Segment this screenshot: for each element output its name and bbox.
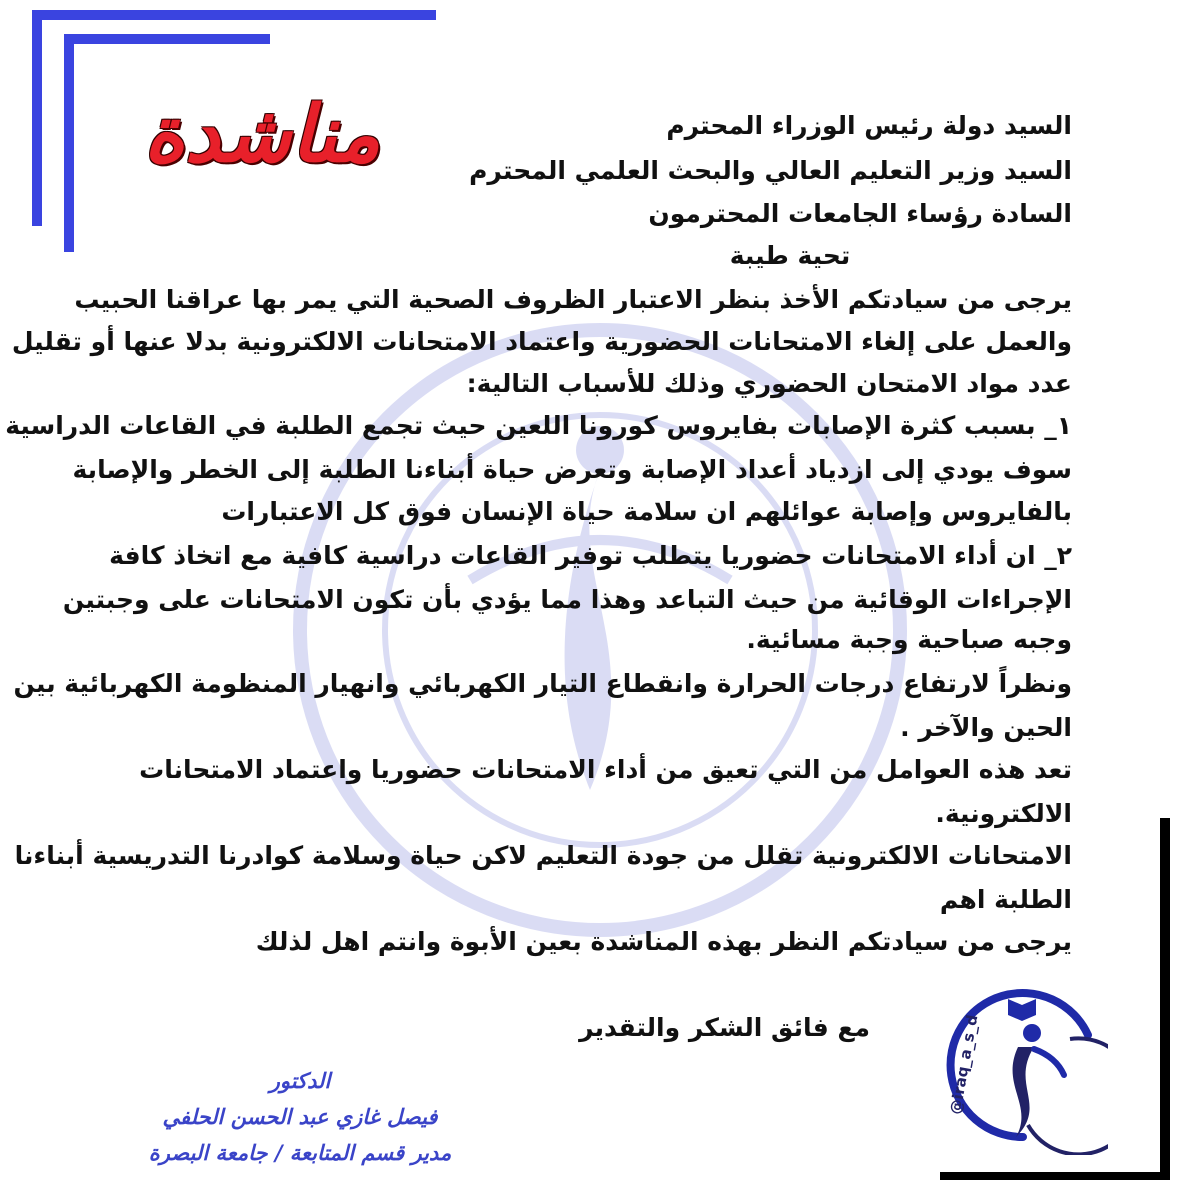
body-line: الحين والآخر . bbox=[900, 713, 1072, 742]
frame-right-bottom bbox=[1160, 818, 1170, 1180]
frame-top-inner bbox=[64, 34, 270, 44]
body-line: سوف يودي إلى ازدياد أعداد الإصابة وتعرض حياة أبناءنا الطلبة إلى الخطر والإصابة bbox=[72, 455, 1072, 484]
frame-top-outer bbox=[32, 10, 436, 20]
body-line: والعمل على إلغاء الامتحانات الحضورية واعتماد الامتحانات الالكترونية بدلا عنها أو تقليل bbox=[11, 327, 1072, 356]
body-line: ونظراً لارتفاع درجات الحرارة وانقطاع التيار الكهربائي وانهيار المنظومة الكهربائية بين bbox=[13, 669, 1072, 698]
body-line: وجبه صباحية وجبة مسائية. bbox=[746, 625, 1072, 654]
page-title: مناشدة bbox=[143, 89, 381, 180]
logo-handle: @iraq_a_s_d bbox=[946, 1013, 982, 1116]
body-line: ١_ بسبب كثرة الإصابات بفايروس كورونا اللعين حيث تجمع الطلبة في القاعات الدراسية bbox=[5, 411, 1072, 440]
body-line: الإجراءات الوقائية من حيث التباعد وهذا مما يؤدي بأن تكون الامتحانات على وجبتين bbox=[62, 585, 1072, 614]
body-line: تعد هذه العوامل من التي تعيق من أداء الامتحانات حضوريا واعتماد الامتحانات bbox=[139, 755, 1072, 784]
addressee-minister: السيد وزير التعليم العالي والبحث العلمي المحترم bbox=[469, 156, 1072, 185]
signature-title: الدكتور bbox=[269, 1068, 331, 1093]
body-line: يرجى من سيادتكم النظر بهذه المناشدة بعين الأبوة وانتم اهل لذلك bbox=[255, 927, 1072, 956]
frame-left-inner bbox=[64, 34, 74, 252]
body-line: ٢_ ان أداء الامتحانات حضوريا يتطلب توفير القاعات دراسية كافية مع اتخاذ كافة bbox=[109, 541, 1072, 570]
addressee-prime-minister: السيد دولة رئيس الوزراء المحترم bbox=[666, 111, 1072, 140]
body-line: يرجى من سيادتكم الأخذ بنظر الاعتبار الظروف الصحية التي يمر بها عراقنا الحبيب bbox=[74, 285, 1072, 314]
body-line: عدد مواد الامتحان الحضوري وذلك للأسباب التالية: bbox=[466, 369, 1072, 398]
body-line: بالفايروس وإصابة عوائلهم ان سلامة حياة الإنسان فوق كل الاعتبارات bbox=[221, 497, 1072, 526]
greeting: تحية طيبة bbox=[729, 241, 851, 270]
closing: مع فائق الشكر والتقدير bbox=[579, 1013, 870, 1042]
frame-bottom bbox=[940, 1172, 1170, 1180]
iraq-asd-logo bbox=[938, 975, 1108, 1155]
body-line: الطلبة اهم bbox=[939, 885, 1072, 914]
signature-name: فيصل غازي عبد الحسن الحلفي bbox=[162, 1104, 438, 1129]
addressee-presidents: السادة رؤساء الجامعات المحترمون bbox=[648, 199, 1072, 228]
signature-position: مدير قسم المتابعة / جامعة البصرة bbox=[148, 1140, 452, 1165]
body-line: الالكترونية. bbox=[935, 799, 1072, 828]
frame-left-outer bbox=[32, 10, 42, 226]
body-line: الامتحانات الالكترونية تقلل من جودة التعليم لاكن حياة وسلامة كوادرنا التدريسية أبناءنا bbox=[14, 841, 1072, 870]
